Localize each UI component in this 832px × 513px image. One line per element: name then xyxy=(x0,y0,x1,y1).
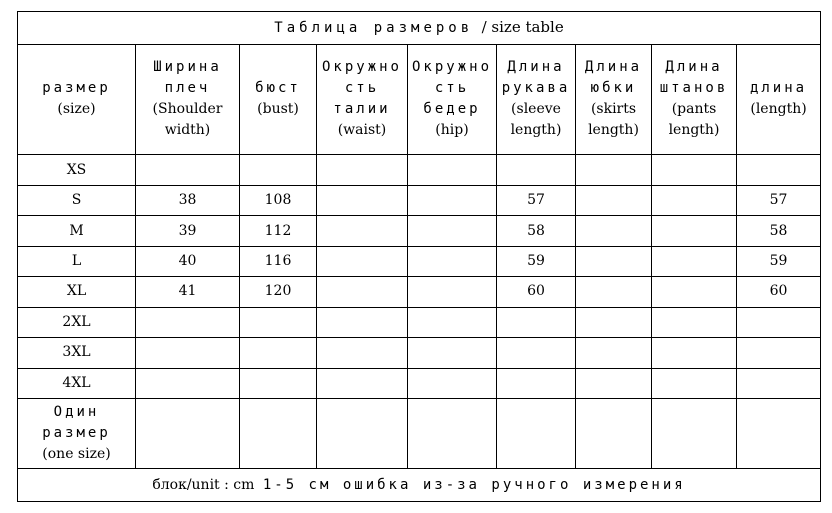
table-cell: 60 xyxy=(497,277,576,307)
table-cell xyxy=(497,368,576,398)
table-row xyxy=(18,307,821,337)
column-header xyxy=(576,44,652,155)
column-header-en: (hip) xyxy=(435,122,469,139)
table-cell xyxy=(576,368,652,398)
table-cell xyxy=(408,307,497,337)
table-row xyxy=(18,368,821,398)
column-header xyxy=(317,44,408,155)
table-cell xyxy=(317,307,408,337)
table-cell: 58 xyxy=(497,216,576,246)
one-size-ru: Один размер xyxy=(42,404,111,442)
table-cell xyxy=(576,338,652,368)
table-cell xyxy=(240,399,317,469)
table-cell xyxy=(576,399,652,469)
table-cell xyxy=(240,155,317,185)
table-cell: 57 xyxy=(737,185,821,215)
table-cell xyxy=(576,155,652,185)
table-row xyxy=(18,338,821,368)
title-row xyxy=(18,12,821,45)
table-cell xyxy=(240,338,317,368)
column-header xyxy=(240,44,317,155)
table-cell xyxy=(652,307,737,337)
column-header-en: (size) xyxy=(57,101,96,118)
table-cell xyxy=(576,216,652,246)
table-cell xyxy=(497,307,576,337)
size-label: XS xyxy=(18,155,136,185)
table-cell: 57 xyxy=(497,185,576,215)
table-row xyxy=(18,216,821,246)
column-header-ru: бюст xyxy=(255,80,301,97)
one-size-row xyxy=(18,399,821,469)
title-en: / size table xyxy=(481,17,564,36)
table-cell xyxy=(576,185,652,215)
table-cell xyxy=(408,277,497,307)
table-cell xyxy=(737,368,821,398)
column-header-en: (pants length) xyxy=(668,101,720,139)
table-cell xyxy=(408,368,497,398)
table-cell xyxy=(136,399,240,469)
table-cell xyxy=(317,277,408,307)
table-cell: 39 xyxy=(136,216,240,246)
table-cell: 116 xyxy=(240,246,317,276)
title-ru: Таблица размеров xyxy=(274,19,474,36)
table-title xyxy=(18,12,821,45)
table-cell xyxy=(652,155,737,185)
table-cell xyxy=(652,338,737,368)
table-cell xyxy=(737,155,821,185)
size-label: XL xyxy=(18,277,136,307)
table-cell: 38 xyxy=(136,185,240,215)
table-cell: 120 xyxy=(240,277,317,307)
table-cell xyxy=(408,246,497,276)
column-header-ru: Окружность талии xyxy=(321,59,402,118)
table-cell xyxy=(317,399,408,469)
table-cell xyxy=(317,338,408,368)
size-label: 2XL xyxy=(18,307,136,337)
table-cell xyxy=(652,216,737,246)
table-cell xyxy=(737,399,821,469)
column-header-en: (length) xyxy=(750,101,807,118)
table-cell xyxy=(408,216,497,246)
table-cell: 108 xyxy=(240,185,317,215)
column-header xyxy=(136,44,240,155)
column-header xyxy=(18,44,136,155)
column-header-en: (sleeve length) xyxy=(510,101,562,139)
one-size-label xyxy=(18,399,136,469)
table-cell xyxy=(408,399,497,469)
table-row xyxy=(18,155,821,185)
footer-unit: блок/unit : cm xyxy=(152,476,255,493)
table-cell xyxy=(737,338,821,368)
column-header-ru: длина xyxy=(749,80,808,97)
table-cell xyxy=(408,155,497,185)
table-cell xyxy=(136,155,240,185)
table-cell xyxy=(317,216,408,246)
table-cell xyxy=(497,399,576,469)
column-header-en: (skirts length) xyxy=(588,101,639,139)
column-header-ru: Длина рукава xyxy=(501,59,571,97)
size-label: 3XL xyxy=(18,338,136,368)
table-cell xyxy=(497,338,576,368)
footer-row xyxy=(18,469,821,502)
table-cell xyxy=(408,338,497,368)
table-cell xyxy=(576,246,652,276)
table-cell xyxy=(136,338,240,368)
table-cell xyxy=(737,307,821,337)
table-row xyxy=(18,246,821,276)
table-cell xyxy=(136,307,240,337)
column-header-ru: Длина штанов xyxy=(659,59,729,97)
size-label: 4XL xyxy=(18,368,136,398)
table-cell xyxy=(240,368,317,398)
size-table-frame xyxy=(17,11,820,502)
table-cell xyxy=(652,399,737,469)
column-header xyxy=(737,44,821,155)
table-cell xyxy=(240,307,317,337)
table-cell xyxy=(576,277,652,307)
table-row xyxy=(18,185,821,215)
table-cell xyxy=(408,185,497,215)
table-cell: 40 xyxy=(136,246,240,276)
table-cell xyxy=(317,155,408,185)
column-header-en: (Shoulder width) xyxy=(152,101,223,139)
footer-note xyxy=(18,469,821,502)
table-cell: 59 xyxy=(497,246,576,276)
column-header-ru: Ширина плеч xyxy=(153,59,222,97)
size-label: M xyxy=(18,216,136,246)
table-row xyxy=(18,277,821,307)
table-cell xyxy=(317,368,408,398)
table-cell: 59 xyxy=(737,246,821,276)
one-size-en: (one size) xyxy=(42,446,111,463)
table-cell xyxy=(317,185,408,215)
table-cell: 112 xyxy=(240,216,317,246)
column-header-ru: размер xyxy=(42,80,111,97)
footer-error-note: 1-5 см ошибка из-за ручного измерения xyxy=(262,476,686,493)
table-body xyxy=(18,12,821,502)
table-cell: 58 xyxy=(737,216,821,246)
table-cell xyxy=(652,185,737,215)
column-header xyxy=(652,44,737,155)
table-cell xyxy=(497,155,576,185)
table-cell xyxy=(652,277,737,307)
column-header-en: (bust) xyxy=(257,101,299,118)
table-cell xyxy=(652,368,737,398)
table-cell xyxy=(576,307,652,337)
column-header-ru: Окружность бедер xyxy=(412,59,493,118)
column-header-ru: Длина юбки xyxy=(584,59,643,97)
column-header xyxy=(497,44,576,155)
table-cell xyxy=(136,368,240,398)
size-table xyxy=(17,11,821,502)
table-cell: 41 xyxy=(136,277,240,307)
column-header xyxy=(408,44,497,155)
size-label: S xyxy=(18,185,136,215)
column-header-en: (waist) xyxy=(337,122,387,139)
size-label: L xyxy=(18,246,136,276)
header-row xyxy=(18,44,821,155)
table-cell xyxy=(317,246,408,276)
table-cell xyxy=(652,246,737,276)
table-cell: 60 xyxy=(737,277,821,307)
